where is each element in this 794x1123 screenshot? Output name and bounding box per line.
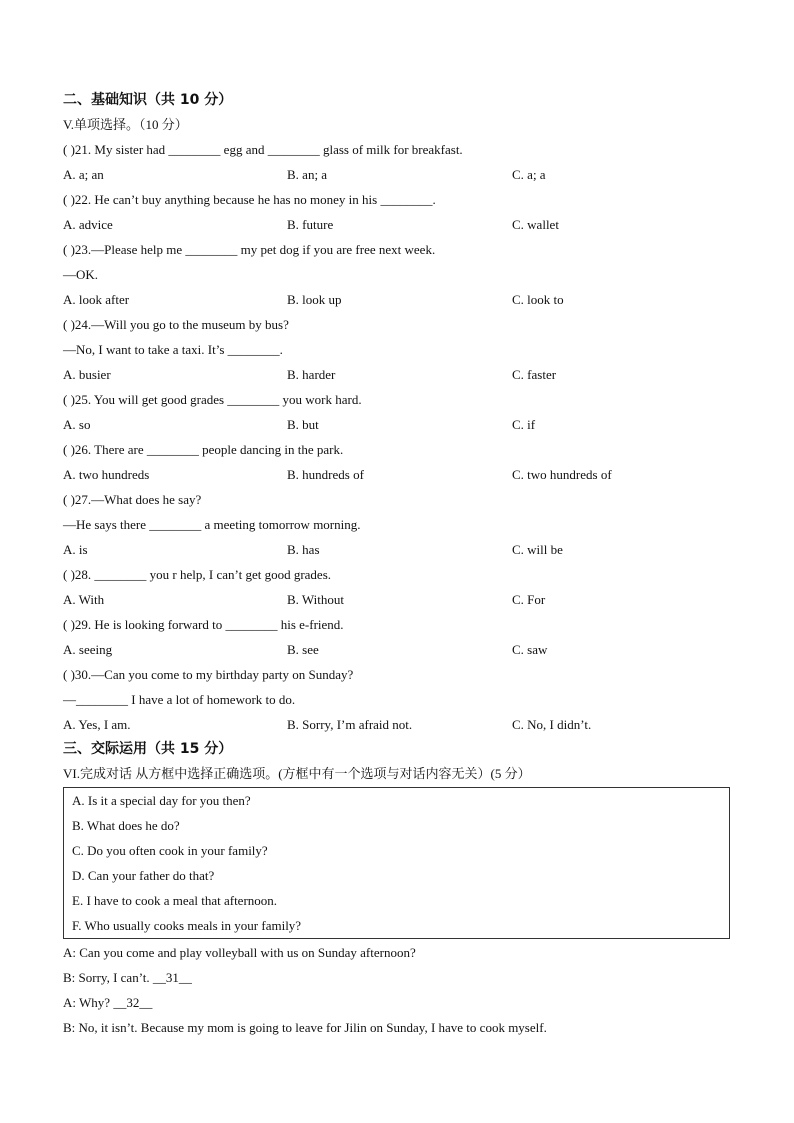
option-b: B. Without [287,592,345,607]
question-23-response: —OK. [63,267,99,282]
option-b: B. see [287,642,319,657]
question-29-stem: ( )29. He is looking forward to ________ his e-friend. [63,617,344,632]
question-27-stem: ( )27.—What does he say? [63,492,202,507]
option-a: A. look after [63,292,130,307]
box-option-f: F. Who usually cooks meals in your family? [72,918,302,933]
dialogue-line-4: B: No, it isn’t. Because my mom is going to leave for Jilin on Sunday, I have to cook myself. [63,1020,547,1035]
option-c: C. look to [512,292,564,307]
option-b: B. an; a [287,167,328,182]
option-b: B. look up [287,292,342,307]
box-option-a: A. Is it a special day for you then? [72,793,251,808]
option-c: C. a; a [512,167,546,182]
question-28-options [63,587,731,612]
question-24-options [63,362,731,387]
option-c: C. two hundreds of [512,467,612,482]
option-a: A. advice [63,217,113,232]
dialogue-line-1: A: Can you come and play volleyball with us on Sunday afternoon? [63,945,416,960]
section-3-instruction: VI.完成对话 从方框中选择正确选项。(方框中有一个选项与对话内容无关）(5 分） [63,766,531,781]
question-25-options [63,412,731,437]
box-option-b: B. What does he do? [72,818,180,833]
option-b: B. but [287,417,319,432]
option-c: C. For [512,592,546,607]
option-c: C. will be [512,542,563,557]
dialogue-line-2 [63,965,731,990]
option-c: C. wallet [512,217,559,232]
option-a: A. seeing [63,642,113,657]
blank-32: __32__ [113,995,153,1010]
question-25-stem: ( )25. You will get good grades ________ you work hard. [63,392,362,407]
option-c: C. No, I didn’t. [512,717,592,732]
option-a: A. Yes, I am. [63,717,131,732]
option-b: B. hundreds of [287,467,364,482]
question-21-options [63,162,731,187]
option-b: B. future [287,217,334,232]
option-c: C. saw [512,642,548,657]
option-c: C. if [512,417,536,432]
option-b: B. has [287,542,320,557]
question-27-options [63,537,731,562]
question-26-options [63,462,731,487]
question-23-stem: ( )23.—Please help me ________ my pet dog if you are free next week. [63,242,436,257]
option-c: C. faster [512,367,557,382]
question-28-stem: ( )28. ________ you r help, I can’t get good grades. [63,567,332,582]
option-a: A. two hundreds [63,467,150,482]
box-option-c: C. Do you often cook in your family? [72,843,268,858]
box-option-e: E. I have to cook a meal that afternoon. [72,893,278,908]
exam-page [63,88,731,1040]
question-24-response: —No, I want to take a taxi. It’s ________. [63,342,283,357]
question-30-stem: ( )30.—Can you come to my birthday party on Sunday? [63,667,354,682]
question-22-stem: ( )22. He can’t buy anything because he has no money in his ________. [63,192,436,207]
section-2-instruction: V.单项选择。（10 分） [63,117,188,132]
question-26-stem: ( )26. There are ________ people dancing in the park. [63,442,344,457]
option-b: B. harder [287,367,336,382]
dialogue-line-3-text: A: Why? [63,995,114,1010]
section-2-title: 二、基础知识（共 10 分） [63,92,233,108]
question-24-stem: ( )24.—Will you go to the museum by bus? [63,317,289,332]
option-b: B. Sorry, I’m afraid not. [287,717,413,732]
question-22-options [63,212,731,237]
dialogue-line-3 [63,990,731,1015]
question-30-options [63,712,731,737]
options-box [63,787,730,939]
question-30-response: —________ I have a lot of homework to do. [63,692,296,707]
blank-31: __31__ [152,970,192,985]
box-option-d: D. Can your father do that? [72,868,215,883]
question-21-stem: ( )21. My sister had ________ egg and ________ glass of milk for breakfast. [63,142,463,157]
question-29-options [63,637,731,662]
option-a: A. so [63,417,91,432]
option-a: A. is [63,542,88,557]
option-a: A. busier [63,367,111,382]
option-a: A. With [63,592,105,607]
question-23-options [63,287,731,312]
dialogue-line-2-text: B: Sorry, I can’t. [63,970,153,985]
section-3-title: 三、交际运用（共 15 分） [63,741,233,757]
option-a: A. a; an [63,167,104,182]
question-27-response: —He says there ________ a meeting tomorrow morning. [63,517,361,532]
